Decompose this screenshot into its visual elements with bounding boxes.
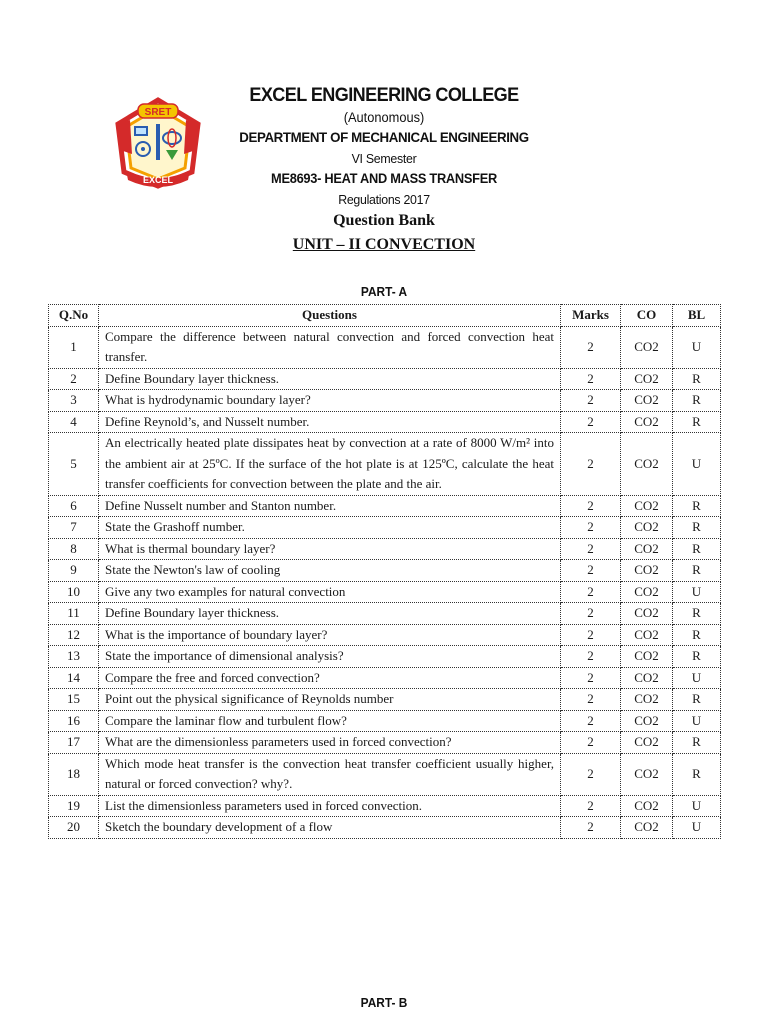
- question-text: An electrically heated plate dissipates heat by convection at a rate of 8000 W/m² into the ambient air at 25ºC. If the surface of the hot plate is at 125ºC, calculate the heat transfer coefficients for convection between the plate and the air.: [99, 433, 561, 496]
- question-marks: 2: [561, 667, 621, 689]
- table-row: [49, 646, 721, 668]
- course-title: ME8693- HEAT AND MASS TRANSFER: [271, 171, 497, 186]
- question-number: 2: [49, 368, 99, 390]
- question-number: 6: [49, 495, 99, 517]
- question-co: CO2: [621, 538, 673, 560]
- autonomous-label: (Autonomous): [343, 110, 425, 125]
- question-bl: U: [673, 710, 721, 732]
- question-text: Compare the laminar flow and turbulent flow?: [99, 710, 561, 732]
- question-text: Define Boundary layer thickness.: [99, 368, 561, 390]
- question-number: 11: [49, 603, 99, 625]
- col-header-bl: BL: [673, 305, 721, 327]
- question-marks: 2: [561, 411, 621, 433]
- question-bl: U: [673, 326, 721, 368]
- table-row: [49, 581, 721, 603]
- question-bl: R: [673, 495, 721, 517]
- question-bl: R: [673, 538, 721, 560]
- question-number: 10: [49, 581, 99, 603]
- question-bl: U: [673, 581, 721, 603]
- question-number: 1: [49, 326, 99, 368]
- question-bl: U: [673, 795, 721, 817]
- table-row: [49, 495, 721, 517]
- question-text: Define Nusselt number and Stanton number.: [99, 495, 561, 517]
- question-text: Give any two examples for natural convection: [99, 581, 561, 603]
- table-row: [49, 732, 721, 754]
- col-header-qno: Q.No: [49, 305, 99, 327]
- question-co: CO2: [621, 817, 673, 839]
- question-number: 17: [49, 732, 99, 754]
- question-marks: 2: [561, 538, 621, 560]
- question-text: What are the dimensionless parameters used in forced convection?: [99, 732, 561, 754]
- question-co: CO2: [621, 495, 673, 517]
- question-number: 19: [49, 795, 99, 817]
- semester-label: VI Semester: [351, 151, 417, 166]
- question-marks: 2: [561, 368, 621, 390]
- question-bl: R: [673, 517, 721, 539]
- table-row: [49, 795, 721, 817]
- question-text: Sketch the boundary development of a flow: [99, 817, 561, 839]
- question-marks: 2: [561, 603, 621, 625]
- question-bl: U: [673, 433, 721, 496]
- question-co: CO2: [621, 795, 673, 817]
- question-bl: R: [673, 390, 721, 412]
- question-marks: 2: [561, 753, 621, 795]
- question-text: Compare the free and forced convection?: [99, 667, 561, 689]
- question-bl: R: [673, 753, 721, 795]
- part-a-label: PART- A: [360, 285, 408, 299]
- unit-title-text: UNIT – II CONVECTION: [292, 236, 476, 253]
- table-row: [49, 411, 721, 433]
- question-bl: R: [673, 368, 721, 390]
- question-bl: R: [673, 624, 721, 646]
- question-marks: 2: [561, 624, 621, 646]
- col-header-questions: Questions: [99, 305, 561, 327]
- question-marks: 2: [561, 795, 621, 817]
- table-row: [49, 667, 721, 689]
- question-co: CO2: [621, 603, 673, 625]
- regulations-label: Regulations 2017: [338, 192, 430, 207]
- question-number: 7: [49, 517, 99, 539]
- table-row: [49, 560, 721, 582]
- col-header-marks: Marks: [561, 305, 621, 327]
- question-text: Define Boundary layer thickness.: [99, 603, 561, 625]
- question-bl: U: [673, 817, 721, 839]
- question-number: 8: [49, 538, 99, 560]
- question-text: Define Reynold’s, and Nusselt number.: [99, 411, 561, 433]
- table-row: [49, 433, 721, 496]
- question-marks: 2: [561, 732, 621, 754]
- question-co: CO2: [621, 667, 673, 689]
- part-b-label: PART- B: [360, 996, 408, 1010]
- question-marks: 2: [561, 817, 621, 839]
- table-row: [49, 624, 721, 646]
- question-number: 13: [49, 646, 99, 668]
- document-title: Question Bank: [333, 212, 435, 229]
- question-number: 15: [49, 689, 99, 711]
- question-marks: 2: [561, 517, 621, 539]
- table-header-row: [49, 305, 721, 327]
- question-text: What is hydrodynamic boundary layer?: [99, 390, 561, 412]
- question-co: CO2: [621, 646, 673, 668]
- department-name: DEPARTMENT OF MECHANICAL ENGINEERING: [239, 129, 529, 145]
- question-co: CO2: [621, 710, 673, 732]
- question-marks: 2: [561, 581, 621, 603]
- question-number: 3: [49, 390, 99, 412]
- question-co: CO2: [621, 411, 673, 433]
- question-text: What is the importance of boundary layer?: [99, 624, 561, 646]
- question-bl: R: [673, 732, 721, 754]
- question-number: 12: [49, 624, 99, 646]
- table-row: [49, 817, 721, 839]
- question-text: State the importance of dimensional analysis?: [99, 646, 561, 668]
- table-row: [49, 689, 721, 711]
- table-row: [49, 603, 721, 625]
- question-text: State the Grashoff number.: [99, 517, 561, 539]
- question-number: 4: [49, 411, 99, 433]
- question-bl: U: [673, 667, 721, 689]
- table-row: [49, 390, 721, 412]
- question-marks: 2: [561, 710, 621, 732]
- table-row: [49, 710, 721, 732]
- question-text: Compare the difference between natural convection and forced convection heat transfer.: [99, 326, 561, 368]
- question-co: CO2: [621, 390, 673, 412]
- part-a-question-table: [48, 304, 721, 839]
- question-marks: 2: [561, 326, 621, 368]
- question-co: CO2: [621, 753, 673, 795]
- question-number: 20: [49, 817, 99, 839]
- unit-title: [0, 236, 768, 254]
- question-text: State the Newton's law of cooling: [99, 560, 561, 582]
- question-co: CO2: [621, 433, 673, 496]
- question-text: Point out the physical significance of Reynolds number: [99, 689, 561, 711]
- question-co: CO2: [621, 560, 673, 582]
- question-marks: 2: [561, 433, 621, 496]
- question-co: CO2: [621, 624, 673, 646]
- question-text: What is thermal boundary layer?: [99, 538, 561, 560]
- table-row: [49, 517, 721, 539]
- question-co: CO2: [621, 732, 673, 754]
- question-bl: R: [673, 560, 721, 582]
- question-co: CO2: [621, 326, 673, 368]
- question-number: 16: [49, 710, 99, 732]
- question-co: CO2: [621, 689, 673, 711]
- question-bl: R: [673, 603, 721, 625]
- question-marks: 2: [561, 560, 621, 582]
- question-bl: R: [673, 689, 721, 711]
- table-body: [49, 326, 721, 838]
- table-row: [49, 753, 721, 795]
- question-bl: R: [673, 411, 721, 433]
- question-marks: 2: [561, 689, 621, 711]
- col-header-co: CO: [621, 305, 673, 327]
- logo-bottom-text: EXCEL: [142, 175, 174, 185]
- question-co: CO2: [621, 368, 673, 390]
- question-number: 9: [49, 560, 99, 582]
- question-number: 14: [49, 667, 99, 689]
- table-row: [49, 538, 721, 560]
- question-number: 5: [49, 433, 99, 496]
- college-name: EXCEL ENGINEERING COLLEGE: [249, 85, 519, 106]
- table-row: [49, 326, 721, 368]
- question-bl: R: [673, 646, 721, 668]
- logo-top-text: SRET: [144, 107, 172, 118]
- question-text: List the dimensionless parameters used in forced convection.: [99, 795, 561, 817]
- question-number: 18: [49, 753, 99, 795]
- question-marks: 2: [561, 390, 621, 412]
- question-co: CO2: [621, 517, 673, 539]
- table-row: [49, 368, 721, 390]
- question-marks: 2: [561, 495, 621, 517]
- question-marks: 2: [561, 646, 621, 668]
- question-text: Which mode heat transfer is the convection heat transfer coefficient usually higher, natural or forced convection? why?.: [99, 753, 561, 795]
- question-co: CO2: [621, 581, 673, 603]
